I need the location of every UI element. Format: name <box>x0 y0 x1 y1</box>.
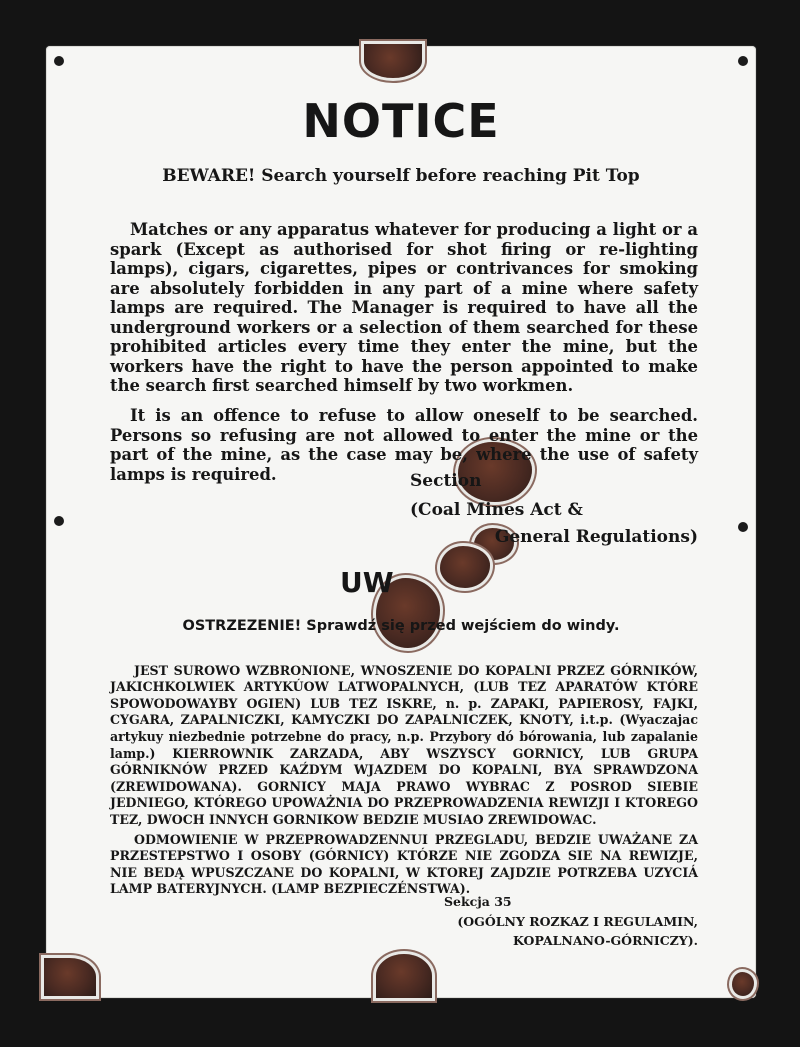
mounting-hole <box>54 516 64 526</box>
polish-order-reference: (OGÓLNY ROZKAZ I REGULAMIN, <box>457 914 698 929</box>
rust-spot <box>440 546 490 588</box>
mounting-hole <box>738 522 748 532</box>
polish-section-reference: Sekcja 35 <box>444 894 512 909</box>
rust-spot <box>376 954 432 998</box>
english-paragraph-2: It is an offence to refuse to allow oneself to be searched. Persons so refusing are not allowed to enter the mine or the part of the mine, as the case may be, where the use of safety lamps is required. <box>110 406 698 484</box>
polish-paragraph-2: ODMOWIENIE W PRZEPROWADZENNUI PRZEGLADU, BEDZIE UWAŻANE ZA PRZESTEPSTWO I OSOBY (GÓRNICY) KTÓRZE NIE ZGODZA SIE NA REWIZJE, NIE BEDĄ WPUSZCZANE DO KOPALNI, W KTOREJ ZAJDZIE POTRZEBA UZYCIÁ LAMP BATERYJNYCH. (LAMP BEZPIECZÉNSTWA). <box>110 831 698 897</box>
section-reference: Section <box>410 471 482 491</box>
rust-spot <box>364 44 422 78</box>
polish-heading: UW <box>340 566 394 599</box>
mounting-hole <box>54 56 64 66</box>
rust-spot <box>732 972 754 996</box>
mounting-hole <box>738 56 748 66</box>
act-reference: (Coal Mines Act & <box>410 500 583 520</box>
enamel-notice-sign <box>46 46 756 998</box>
notice-title: NOTICE <box>302 94 500 148</box>
polish-paragraph-1: JEST SUROWO WZBRONIONE, WNOSZENIE DO KOPALNI PRZEZ GÓRNIKÓW, JAKICHKOLWIEK ARTYKÚOW LATWOPALNYCH, (LUB TEZ APARATÓW KTÓRE SPOWODOWAYBY OGIEN) LUB TEZ ISKRE, n. p. ZAPAKI, PAPIEROSY, FAJKI, CYGARA, ZAPALNICZKI, KAMYCZKI DO ZAPALNICZEK, KNOTY, i.t.p. (Wyaczajac artykuy niezbednie potrzebne do pracy, n.p. Przybory dó bórowania, lub zapalanie lamp.) KIERROWNIK ZARZADA, ABY WSZYSCY GORNICY, LUB GRUPA GÓRNIKNÓW PRZED KAŹDYM WJAZDEM DO KOPALNI, BYA SPRAWDZONA (ZREWIDOWANA). GORNICY MAJA PRAWO WYBRAC Z POSROD SIEBIE JEDNIEGO, KTÓREGO UPOWAŻNIA DO PRZEPROWADZENIA REWIZJI I KTOREGO TEZ, DWOCH INNYCH GORNIKOW BEDZIE MUSIAO ZREWIDOWAC. <box>110 662 698 827</box>
rust-spot <box>44 958 96 996</box>
beware-subtitle: BEWARE! Search yourself before reaching Pit Top <box>162 166 640 186</box>
polish-warning: OSTRZEZENIE! Sprawdź się przed wejściem do windy. <box>182 618 620 634</box>
english-paragraph-1: Matches or any apparatus whatever for producing a light or a spark (Except as authorised for shot firing or re-lighting lamps), cigars, cigarettes, pipes or contrivances for smoking are absolutely forbidden in any part of a mine where safety lamps are required. The Manager is required to have all the underground workers or a selection of them searched for these prohibited articles every time they enter the mine, but the workers have the right to have the person appointed to make the search first searched himself by two workmen. <box>110 220 698 396</box>
polish-regulation-reference: KOPALNANO-GÓRNICZY). <box>513 933 698 948</box>
regulations-reference: General Regulations) <box>494 527 698 547</box>
